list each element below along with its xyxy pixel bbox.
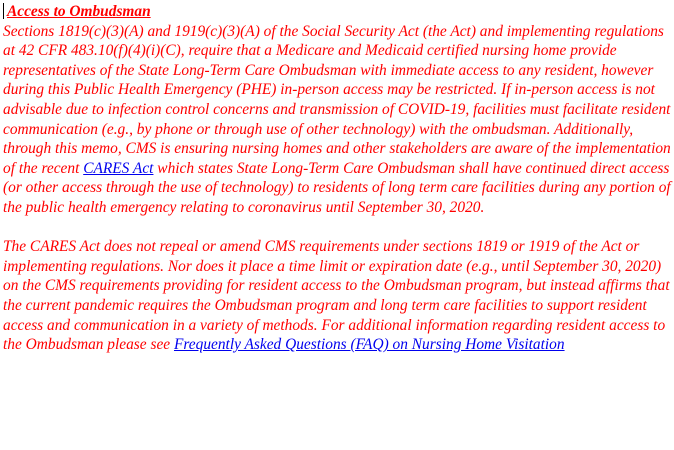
paragraph-2-text: The CARES Act does not repeal or amend CMS requirements under sections 1819 or 1919 of the Act or implementing regulations. Nor does it place a time limit or expiration date (e.g., until September 30, 2020) on the CMS requirements providing for resident access to the Ombudsman program, but instead affirms that the current pandemic requires the Ombudsman program and long term care facilities to support resident access and communication in a variety of methods. For additional information regarding resident access to the Ombudsman please see (3, 238, 670, 354)
section-heading (3, 2, 671, 22)
paragraph-1-text-start: Sections 1819(c)(3)(A) and 1919(c)(3)(A) of the Social Security Act (the Act) and implementing regulations at 42 CFR 483.10(f)(4)(i)(C), require that a Medicare and Medicaid certified nursing home provide representatives of the State Long-Term Care Ombudsman with immediate access to any resident, however during this Public Health Emergency (PHE) in-person access may be restricted. If in-person access is not advisable due to infection control concerns and transmission of COVID-19, facilities must facilitate resident communication (e.g., by phone or through use of other technology) with the ombudsman. Additionally, through this memo, CMS is ensuring nursing homes and other stakeholders are aware of the implementation of the recent (3, 22, 671, 177)
paragraph-access-requirements (3, 22, 671, 218)
paragraph-cares-act-effect (3, 237, 671, 355)
section-heading-text: Access to Ombudsman (7, 3, 151, 20)
document-body (3, 2, 671, 355)
text-cursor (3, 3, 4, 19)
cares-act-link[interactable]: CARES Act (83, 159, 154, 177)
faq-visitation-link[interactable]: Frequently Asked Questions (FAQ) on Nursing Home Visitation (173, 336, 565, 354)
paragraph-1-text-end: which states State Long-Term Care Ombudsman shall have continued direct access (or other access through the use of technology) to residents of long term care facilities during any portion of the public health emergency relating to coronavirus until September 30, 2020. (3, 159, 671, 216)
